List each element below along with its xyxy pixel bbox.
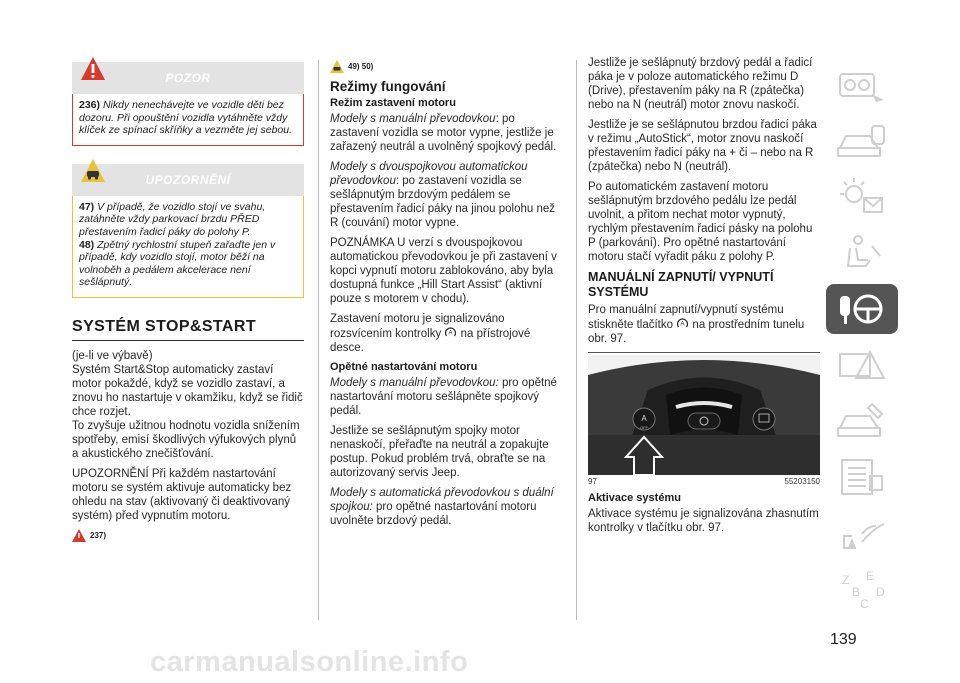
- svg-text:Z: Z: [842, 573, 850, 587]
- svg-text:D: D: [876, 585, 885, 599]
- technical-data-icon[interactable]: [826, 452, 898, 502]
- caution-item: 47) V případě, že vozidlo stojí ve svahu, zatáhněte vždy parkovací brzdu PŘED přestavením řadicí páky do polohy P.: [79, 200, 266, 238]
- car-keys-icon[interactable]: [826, 116, 898, 166]
- warning-reference: 237): [72, 529, 304, 542]
- paragraph: Pro manuální zapnutí/vypnutí systému stiskněte tlačítko A na prostředním tunelu obr. 97.: [588, 304, 805, 345]
- warning-title: POZOR: [165, 71, 211, 85]
- svg-text:A: A: [448, 330, 453, 337]
- column-divider: [576, 60, 577, 620]
- caution-item: 48) Zpětný rychlostní stupeň zařaďte jen v případě, kdy vozidlo stojí, motor běží na volnoběh a pedálem akcelerace není sešlápnutý.: [79, 238, 276, 289]
- multimedia-icon[interactable]: [826, 508, 898, 558]
- left-column: [72, 0, 304, 542]
- figure-rule: [588, 352, 820, 353]
- caution-header: [72, 164, 304, 196]
- paragraph: UPOZORNĚNÍ Při každém nastartování motoru se systém aktivuje automaticky bez ohledu na stav (aktivovaný či deaktivovaný systém) před vypnutím motoru.: [72, 467, 292, 522]
- section-title: SYSTÉM STOP&START: [72, 318, 304, 341]
- modes-heading: Režimy fungování: [330, 79, 446, 94]
- figure-97-photo: [588, 355, 820, 475]
- paragraph: Jestliže se sešlápnutým spojky motor nenaskočí, přeřaďte na neutrál a zopakujte postup. Pokud problém trvá, obraťte se na autorizovaný servis Jeep.: [330, 425, 549, 479]
- button-off-label: OFF: [640, 425, 648, 430]
- warning-text: Nikdy nenechávejte ve vozidle děti bez dozoru. Při opouštění vozidla vytáhněte vždy klíček ze spínací skříňky a vezměte jej sebou.: [79, 99, 293, 137]
- subheading: Opětné nastartování motoru: [330, 361, 478, 373]
- svg-text:E: E: [866, 569, 875, 583]
- right-column: [588, 0, 820, 541]
- paragraph: Modely s automatická převodovkou s duální spojkou: pro opětné nastartování motoru uvolněte brzdový pedál.: [330, 487, 554, 527]
- start-stop-indicator-icon: [444, 326, 457, 338]
- emergency-triangle-icon[interactable]: [826, 340, 898, 390]
- start-stop-button-icon: [676, 317, 689, 329]
- steering-wheel-key-icon[interactable]: [826, 284, 898, 334]
- maintenance-car-icon[interactable]: [826, 396, 898, 446]
- paragraph: POZNÁMKA U verzí s dvouspojkovou automatickou převodovkou je při zastavení v kopci vypnutí motoru zablokováno, aby byla dostupná funkce „Hill Start Assist“ (aktivní pouze s motorem v chodu).: [330, 237, 557, 305]
- caution-reference: 49) 50): [330, 60, 562, 73]
- watermark: carmanualsonline.info: [150, 646, 469, 678]
- caution-body: [72, 196, 304, 298]
- warning-lights-icon[interactable]: [826, 172, 898, 222]
- paragraph: Modely s manuální převodovkou: pro opětné nastartování motoru sešlápněte spojkový pedál.: [330, 377, 557, 417]
- caution-car-icon: [330, 60, 344, 73]
- svg-text:B: B: [852, 585, 861, 599]
- button-label: A: [641, 414, 647, 423]
- paragraph: Po automatickém zastavení motoru sešlápnutým brzdového pedálu lze pedál uvolnit, a přitom nechat motor vypnutý, rychlým přestavením řadicí pásky na polohu P (parkování). Pro opětné nastartování motoru stačí vyřadit páku z polohy P.: [588, 181, 813, 263]
- paragraph: Jestliže je se sešlápnutou brzdou řadicí páka v režimu „AutoStick“, motor znovu naskočí přestavením řadicí páky na + či – nebo na R (zpátečka) nebo N (neutrál).: [588, 119, 817, 173]
- middle-column: [330, 0, 562, 534]
- paragraph: Systém Start&Stop automaticky zastaví motor pokaždé, když se vozidlo zastaví, a znovu ho nastartuje v okamžiku, když se řidič chce rozjet.: [72, 363, 303, 418]
- paragraph: Modely s manuální převodovkou: po zastavení vozidla se motor vypne, jestliže je zařazený neutrál a uvolněný spojkový pedál.: [330, 113, 557, 153]
- paragraph: To zvyšuje užitnou hodnotu vozidla snížením spotřeby, emisí škodlivých výfukových plynů a akustického znečišťování.: [72, 419, 300, 460]
- svg-text:A: A: [680, 321, 685, 328]
- caution-title: UPOZORNĚNÍ: [145, 172, 231, 187]
- manual-heading: MANUÁLNÍ ZAPNUTÍ/ VYPNUTÍ SYSTÉMU: [588, 270, 774, 299]
- figure-caption: [588, 477, 820, 486]
- figure-code: 55203150: [784, 477, 820, 486]
- danger-triangle-icon: [72, 529, 86, 542]
- center-console-illustration: [588, 355, 820, 475]
- paragraph: Modely s dvouspojkovou automatickou převodovkou: po zastavení vozidla se sešlápnutým brzdovým pedálem se přestavením řadicí páky na jinou polohu než R (couvání) motor vypne.: [330, 161, 556, 229]
- paragraph: Jestliže je sešlápnutý brzdový pedál a řadicí páka je v poloze automatického režimu D (Drive), přestavením páky na R (zpátečka) nebo na N (neutrál) motor znovu naskočí.: [588, 57, 813, 111]
- warning-number: 236): [79, 99, 101, 111]
- warning-header: [72, 62, 304, 94]
- paragraph: Aktivace systému je signalizována zhasnutím kontrolky v tlačítku obr. 97.: [588, 508, 819, 534]
- alphabetical-index-icon[interactable]: [826, 564, 898, 614]
- paragraph: (je-li ve výbavě): [72, 349, 153, 362]
- subheading: Aktivace systému: [588, 492, 681, 504]
- subheading: Režim zastavení motoru: [330, 97, 456, 109]
- car-dashboard-icon[interactable]: [826, 60, 898, 110]
- warning-body: [72, 94, 304, 146]
- figure-number: 97: [588, 477, 597, 486]
- paragraph: Zastavení motoru je signalizováno rozsvícením kontrolky A na přístrojové desce.: [330, 313, 531, 354]
- airbag-seat-icon[interactable]: [826, 228, 898, 278]
- column-divider: [318, 60, 319, 620]
- page-number: 139: [830, 631, 857, 648]
- svg-text:C: C: [860, 597, 869, 611]
